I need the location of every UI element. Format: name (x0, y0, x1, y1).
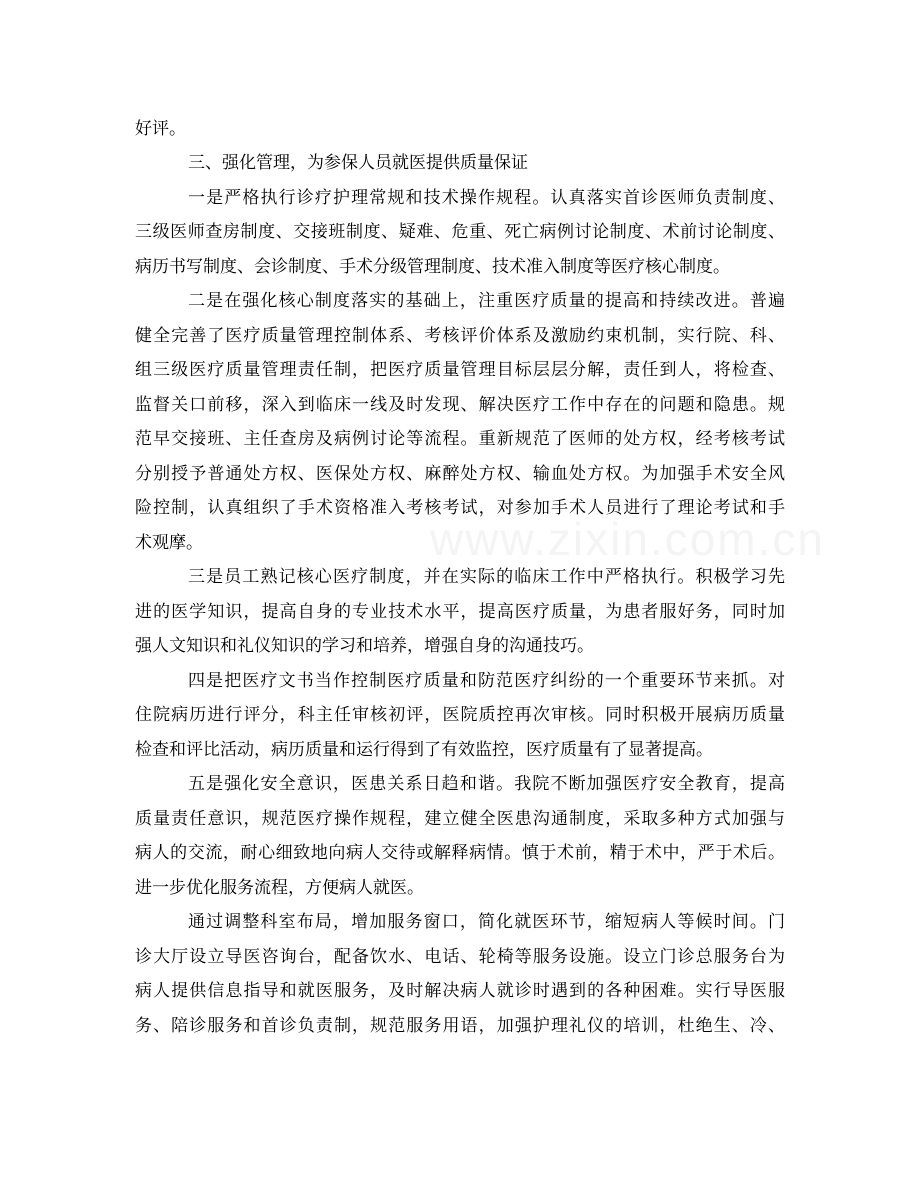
text-line: 进一步优化服务流程，方便病人就医。 (135, 878, 424, 898)
text-line: 范早交接班、主任查房及病例讨论等流程。重新规范了医师的处方权，经考核考试 (135, 429, 785, 449)
text-line: 二是在强化核心制度落实的基础上，注重医疗质量的提高和持续改进。普遍 (188, 291, 785, 311)
text-line: 诊大厅设立导医咨询台，配备饮水、电话、轮椅等服务设施。设立门诊总服务台为 (135, 947, 785, 967)
text-line: 务、陪诊服务和首诊负责制，规范服务用语，加强护理礼仪的培训，杜绝生、冷、 (135, 1016, 785, 1036)
watermark: www.zixin.com.cn (430, 513, 825, 565)
text-line: 分别授予普通处方权、医保处方权、麻醉处方权、输血处方权。为加强手术安全风 (135, 464, 785, 484)
text-line: 病人提供信息指导和就医服务，及时解决病人就诊时遇到的各种困难。实行导医服 (135, 981, 785, 1001)
text-line: 健全完善了医疗质量管理控制体系、考核评价体系及激励约束机制，实行院、科、 (135, 326, 785, 346)
section-heading: 三、强化管理，为参保人员就医提供质量保证 (188, 153, 528, 173)
text-line: 监督关口前移，深入到临床一线及时发现、解决医疗工作中存在的问题和隐患。规 (135, 395, 785, 415)
text-line: 组三级医疗质量管理责任制，把医疗质量管理目标层层分解，责任到人，将检查、 (135, 360, 785, 380)
text-line: 检查和评比活动，病历质量和运行得到了有效监控，医疗质量有了显著提高。 (135, 740, 713, 760)
text-line: 病人的交流，耐心细致地向病人交待或解释病情。慎于术前，精于术中，严于术后。 (135, 843, 785, 863)
text-line: 术观摩。 (135, 533, 203, 553)
text-line: 三是员工熟记核心医疗制度，并在实际的临床工作中严格执行。积极学习先 (188, 567, 785, 587)
text-line: 险控制，认真组织了手术资格准入考核考试，对参加手术人员进行了理论考试和手 (135, 498, 785, 518)
text-line: 三级医师查房制度、交接班制度、疑难、危重、死亡病例讨论制度、术前讨论制度、 (135, 222, 785, 242)
text-line: 质量责任意识，规范医疗操作规程，建立健全医患沟通制度，采取多种方式加强与 (135, 809, 785, 829)
text-line: 五是强化安全意识，医患关系日趋和谐。我院不断加强医疗安全教育，提高 (188, 774, 785, 794)
text-line: 住院病历进行评分，科主任审核初评，医院质控再次审核。同时积极开展病历质量 (135, 705, 785, 725)
text-line: 一是严格执行诊疗护理常规和技术操作规程。认真落实首诊医师负责制度、 (188, 188, 785, 208)
text-line: 病历书写制度、会诊制度、手术分级管理制度、技术准入制度等医疗核心制度。 (135, 257, 730, 277)
text-line: 进的医学知识，提高自身的专业技术水平，提高医疗质量，为患者服好务，同时加 (135, 602, 785, 622)
text-line: 通过调整科室布局，增加服务窗口，简化就医环节，缩短病人等候时间。门 (188, 912, 785, 932)
text-line: 四是把医疗文书当作控制医疗质量和防范医疗纠纷的一个重要环节来抓。对 (188, 671, 785, 691)
text-line: 强人文知识和礼仪知识的学习和培养，增强自身的沟通技巧。 (135, 636, 594, 656)
text-line: 好评。 (135, 119, 186, 139)
